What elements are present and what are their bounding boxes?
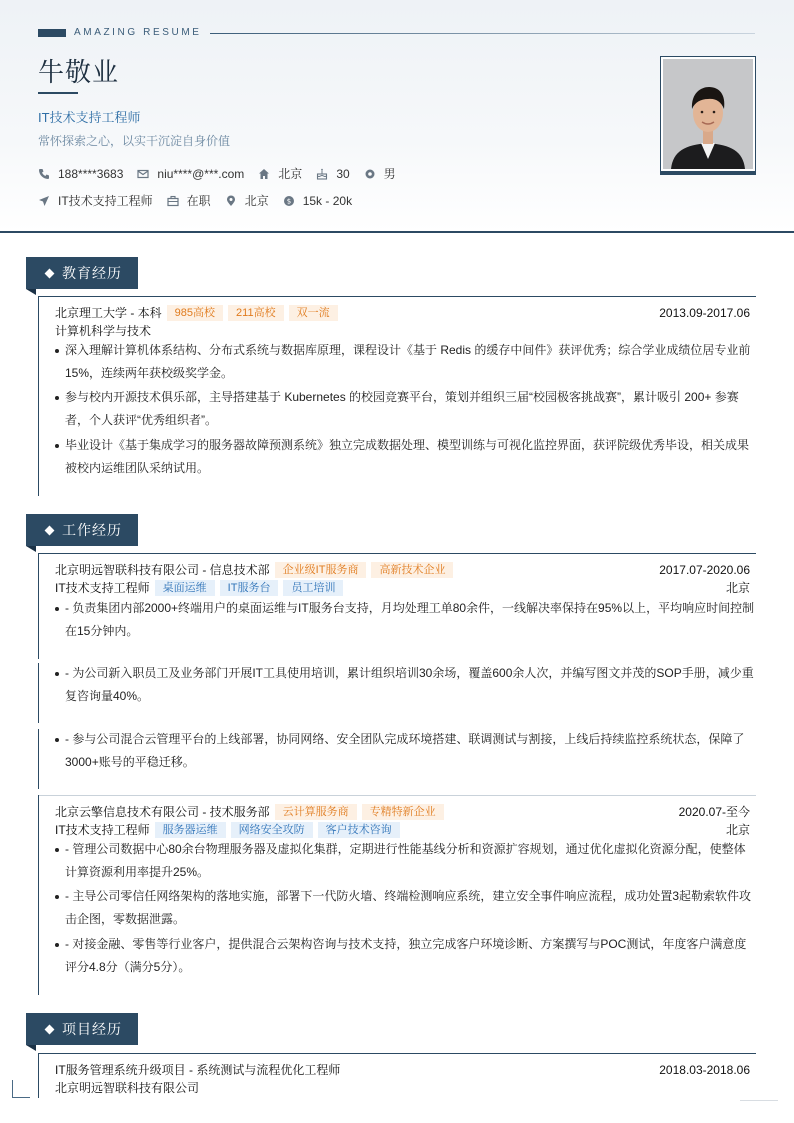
role-tag: 客户技术咨询 (318, 822, 400, 838)
work-role-group (55, 579, 343, 596)
brand-text: AMAZING RESUME (74, 27, 202, 38)
role-tag: IT服务台 (220, 580, 279, 596)
company-tag: 高新技术企业 (371, 562, 453, 578)
home-icon (258, 168, 270, 180)
location-icon (225, 195, 237, 207)
money-icon (283, 195, 295, 207)
work-company: 北京明远智联科技有限公司 - 信息技术部 (55, 563, 270, 577)
work-vline (38, 663, 39, 723)
briefcase-icon (167, 195, 179, 207)
status-info (167, 192, 211, 209)
work-role-group (55, 821, 400, 838)
work-company-group (55, 561, 453, 578)
mail-icon (137, 168, 149, 180)
age-info (316, 167, 349, 181)
education-tag: 双一流 (289, 305, 338, 321)
education-bullet: 深入理解计算机体系结构、分布式系统与数据库原理，课程设计《基于 Redis 的缓存中间件》获评优秀；综合学业成绩位居专业前 15%，连续两年获校级奖学金。 (55, 339, 755, 385)
send-icon (38, 195, 50, 207)
section-education-header (26, 257, 138, 289)
gender-icon (364, 168, 376, 180)
project-entry-head (55, 1061, 750, 1078)
work-vline (38, 795, 39, 995)
education-bullet: 毕业设计《基于集成学习的服务器故障预测系统》独立完成数据处理、模型训练与可视化监控界面，获评院级优秀毕设，相关成果被校内运维团队采纳试用。 (55, 434, 755, 480)
work-period: 2017.07-2020.06 (659, 562, 750, 577)
work-rule (38, 553, 756, 554)
work-vline (38, 553, 39, 659)
target-job-info (38, 192, 153, 209)
education-tag: 985高校 (167, 305, 223, 321)
role-tag: 员工培训 (283, 580, 343, 596)
work-bullet: - 参与公司混合云管理平台的上线部署，协同网络、安全团队完成环境搭建、联调测试与割接，上线后持续监控系统状态，保障了3000+账号的平稳迁移。 (55, 728, 755, 774)
header-divider (0, 231, 794, 233)
work-role-row (55, 821, 750, 838)
work-city: 北京 (725, 581, 750, 595)
profile-photo (663, 59, 753, 169)
education-school: 北京理工大学 - 本科 (55, 306, 162, 320)
section-work-title: 工作经历 (62, 522, 122, 538)
work-role: IT技术支持工程师 (55, 823, 150, 837)
diamond-icon (45, 1024, 55, 1034)
intention-row (38, 192, 366, 209)
work-bullet: - 为公司新入职员工及业务部门开展IT工具使用培训，累计组织培训30余场，覆盖600余人次，并编写图文并茂的SOP手册，减少重复咨询量40%。 (55, 662, 755, 708)
section-work-header (26, 514, 138, 546)
project-company: 北京明远智联科技有限公司 (55, 1081, 200, 1095)
candidate-name: 牛敬业 (38, 57, 120, 87)
target-job-text: IT技术支持工程师 (58, 194, 153, 208)
project-period: 2018.03-2018.06 (659, 1062, 750, 1077)
gender-text: 男 (383, 167, 396, 181)
brand-bar (38, 29, 66, 37)
brand-line (210, 33, 755, 34)
phone-icon (38, 168, 50, 180)
role-tag: 网络安全攻防 (231, 822, 313, 838)
section-project-title: 项目经历 (62, 1021, 122, 1037)
education-major-row (55, 322, 750, 339)
work-bullet: - 主导公司零信任网络架构的落地实施，部署下一代防火墙、终端检测响应系统，建立安全事件响应流程，成功处置3起勒索软件攻击企图，零数据泄露。 (55, 885, 755, 931)
work-city: 北京 (725, 823, 750, 837)
job-title: IT技术支持工程师 (38, 110, 141, 125)
location-info (258, 165, 302, 182)
project-vline (38, 1053, 39, 1098)
diamond-icon (45, 268, 55, 278)
education-period: 2013.09-2017.06 (659, 305, 750, 320)
education-entry-head (55, 304, 750, 321)
cake-icon (316, 168, 328, 180)
diamond-icon (45, 525, 55, 535)
company-tag: 云计算服务商 (275, 804, 357, 820)
work-entry-divider (38, 795, 756, 796)
company-tag: 专精特新企业 (362, 804, 444, 820)
email-address: niu****@***.com (157, 166, 245, 181)
salary-text: 15k - 20k (302, 193, 353, 208)
education-tag: 211高校 (228, 305, 284, 321)
name-underline (38, 92, 78, 94)
work-company: 北京云擎信息技术有限公司 - 技术服务部 (55, 805, 270, 819)
work-entry-head (55, 561, 750, 578)
education-vline (38, 296, 39, 496)
work-period: 2020.07-至今 (678, 805, 750, 819)
work-role: IT技术支持工程师 (55, 581, 150, 595)
age-text: 30 (336, 166, 350, 181)
project-company-row (55, 1079, 750, 1096)
role-tag: 桌面运维 (155, 580, 215, 596)
portrait-illustration (663, 59, 753, 169)
work-company-group (55, 803, 444, 820)
education-school-group (55, 304, 338, 321)
work-vline (38, 729, 39, 789)
education-bullet: 参与校内开源技术俱乐部，主导搭建基于 Kubernetes 的校园竞赛平台，策划并组织三届“校园极客挑战赛”，累计吸引 200+ 参赛者，个人获评“优秀组织者”。 (55, 386, 755, 432)
work-bullet: - 负责集团内部2000+终端用户的桌面运维与IT服务台支持，月均处理工单80余件，一线解决率保持在95%以上，平均响应时间控制在15分钟内。 (55, 597, 755, 643)
status-text: 在职 (186, 194, 211, 208)
project-name: IT服务管理系统升级项目 - 系统测试与流程优化工程师 (55, 1063, 341, 1077)
salary-info (283, 194, 352, 208)
section-project-header (26, 1013, 138, 1045)
education-major: 计算机科学与技术 (55, 324, 152, 338)
work-entry-head (55, 803, 750, 820)
work-role-row (55, 579, 750, 596)
work-bullet: - 管理公司数据中心80余台物理服务器及虚拟化集群，定期进行性能基线分析和资源扩容规划，通过优化虚拟化资源分配，使整体计算资源利用率提升25%。 (55, 838, 755, 884)
gender-info (364, 165, 396, 182)
page-foot-line (740, 1100, 778, 1101)
contact-row (38, 165, 410, 182)
education-rule (38, 296, 756, 297)
project-rule (38, 1053, 756, 1054)
svg-text:$: $ (286, 197, 291, 206)
location-text: 北京 (278, 167, 303, 181)
phone-info (38, 167, 123, 181)
section-education-title: 教育经历 (62, 265, 122, 281)
work-bullet: - 对接金融、零售等行业客户，提供混合云架构咨询与技术支持，独立完成客户环境诊断、方案撰写与POC测试，年度客户满意度评分4.8分（满分5分）。 (55, 933, 755, 979)
page-corner-mark (12, 1080, 30, 1098)
profile-photo-frame (660, 56, 756, 172)
role-tag: 服务器运维 (155, 822, 226, 838)
target-city-info (225, 192, 269, 209)
slogan: 常怀探索之心，以实干沉淀自身价值 (38, 134, 231, 148)
target-city-text: 北京 (244, 194, 269, 208)
email-info (137, 167, 244, 181)
phone-number: 188****3683 (58, 166, 124, 181)
company-tag: 企业级IT服务商 (275, 562, 367, 578)
